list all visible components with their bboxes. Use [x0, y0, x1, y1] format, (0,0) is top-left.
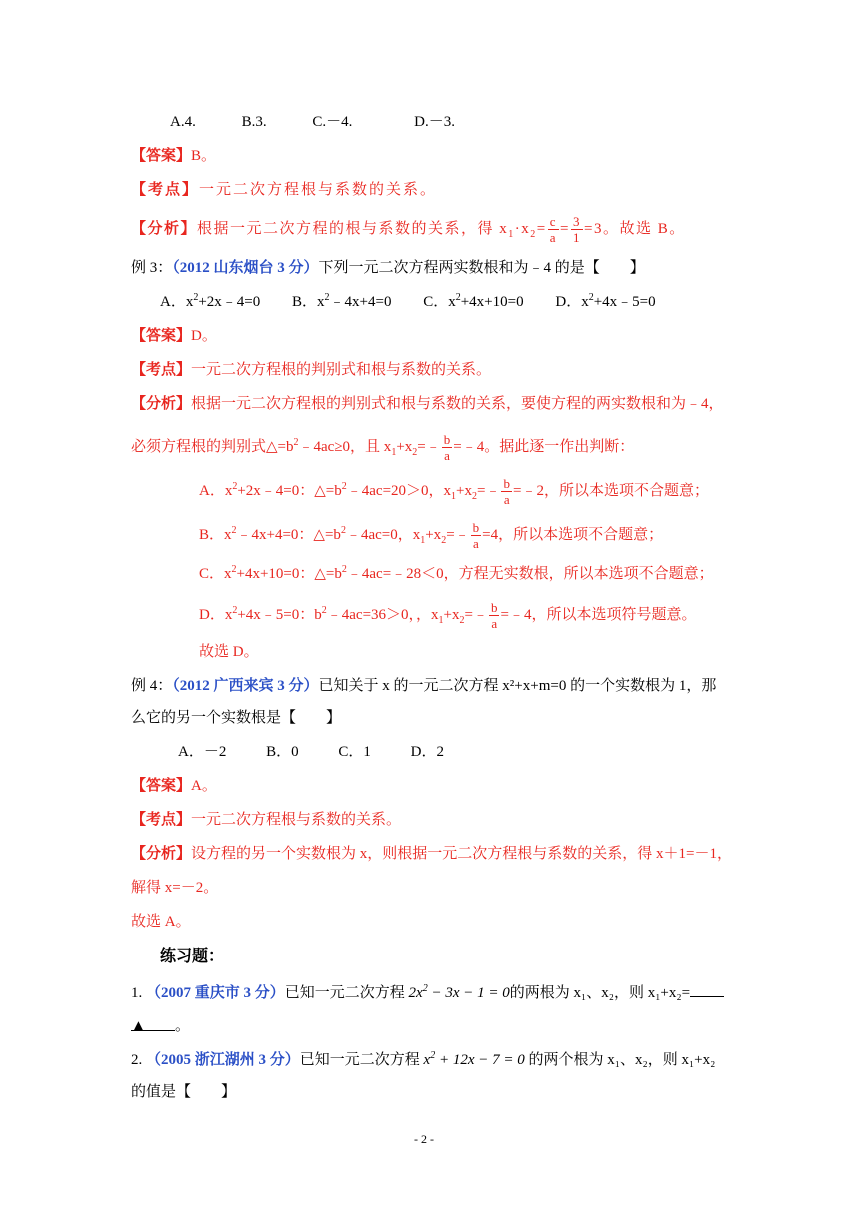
ex4-conclusion: 故选 A。 — [131, 914, 191, 930]
practice-q2-line1: 2. （2005 浙江湖州 3 分）已知一元二次方程 $x^2 + 12x - 7 = 0$ 的两个根为 x₁、x₂，则 x₁+x₂ — [131, 1050, 716, 1068]
ex3-answer: 【答案】D。 — [131, 328, 217, 344]
fraction-3-over-1: $\frac{3}{1}$ — [573, 214, 581, 245]
ex4-question-line2: 么它的另一个实数根是【 】 — [131, 710, 342, 726]
ex3-analysis-line1: 【分析】根据一元二次方程根的判别式和根与系数的关系，要使方程的两实数根和为﹣4， — [131, 396, 724, 412]
ex3-analysis-line2: 必须方程根的判别式$\triangle=b^2﹣4ac\ge 0$，且 $x_1+x_2=﹣$ $\frac{b}{a}$ =﹣4。据此逐一作出判断： — [131, 432, 635, 463]
ex3-case-b: B．$x^2﹣4x+4=0$：$\triangle=b^2﹣4ac=0$，$x_1+x_2=﹣$ $\frac{b}{a}$ =4，所以本选项不合题意； — [199, 520, 664, 551]
ex4-option-a: A．－2 — [178, 744, 227, 760]
ex3-option-b: B．$x^2﹣4x+4=0$ — [292, 292, 392, 310]
ex3-option-a: A．$x^2+2x﹣4=0$ — [160, 292, 261, 310]
ex4-option-c: C．1 — [338, 744, 371, 760]
q2-option-c: C.－4. — [312, 114, 353, 130]
q2-option-d: D.－3. — [414, 114, 455, 130]
fraction-b-over-a: $\frac{b}{a}$ — [443, 432, 451, 463]
ex3-conclusion: 故选 D。 — [199, 644, 259, 660]
practice-q2-line2: 的值是【 】 — [131, 1084, 237, 1100]
page-number: - 2 - — [414, 1132, 434, 1146]
ex4-point: 【考点】一元二次方程根与系数的关系。 — [131, 812, 402, 828]
ex4-answer: 【答案】A。 — [131, 778, 217, 794]
fraction-c-over-a: $\frac{c}{a}$ — [549, 214, 558, 245]
q2-point: 【考点】一元二次方程根与系数的关系。 — [131, 182, 438, 198]
answer-blank-1[interactable] — [690, 982, 724, 997]
equation-q1: $2x^2 - 3x - 1 = 0$ — [404, 983, 510, 1001]
ex4-question-line1: 例 4：（2012 广西来宾 3 分）已知关于 x 的一元二次方程 x²+x+m=0 的一个实数根为 1，那 — [131, 678, 717, 694]
ex3-case-a: A．$x^2+2x﹣4=0$：$\triangle=b^2﹣4ac=20>0$，$x_1+x_2=﹣$ $\frac{b}{a}$ =﹣2，所以本选项不合题意； — [199, 476, 709, 507]
q2-answer: 【答案】B。 — [131, 148, 217, 164]
ex4-option-b: B．0 — [266, 744, 299, 760]
q2-option-a: A.4. — [170, 114, 196, 130]
practice-q1-line2: ▲ 。 — [131, 1018, 191, 1034]
practice-heading: 练习题： — [160, 946, 225, 965]
q2-analysis: 【分析】根据一元二次方程的根与系数的关系，得 $x_1\cdot x_2=$ $\frac{c}{a}$ = $\frac{3}{1}$ =3。故选 B。 — [131, 214, 686, 245]
ex4-options — [178, 742, 472, 762]
ex3-point: 【考点】一元二次方程根的判别式和根与系数的关系。 — [131, 362, 492, 378]
answer-blank-1b[interactable]: ▲ — [131, 1016, 175, 1031]
ex3-case-d: D．$x^2+4x﹣5=0$：$b^2﹣4ac=36>0$，，$x_1+x_2=﹣$ $\frac{b}{a}$ =﹣4，所以本选项符号题意。 — [199, 600, 697, 631]
ex3-option-d: D．$x^2+4x﹣5=0$ — [555, 292, 656, 310]
ex4-option-d: D．2 — [410, 744, 444, 760]
ex3-options — [160, 292, 684, 312]
q2-option-b: B.3. — [241, 114, 267, 130]
ex4-analysis-line1: 【分析】设方程的另一个实数根为 x，则根据一元二次方程根与系数的关系，得 x＋1=－1， — [131, 846, 732, 862]
ex4-analysis-line2: 解得 x=－2。 — [131, 880, 219, 896]
ex3-case-c: C．$x^2+4x+10=0$：$\triangle=b^2﹣4ac=﹣28<0$，方程无实数根，所以本选项不合题意； — [199, 564, 714, 582]
ex3-option-c: C．$x^2+4x+10=0$ — [423, 292, 524, 310]
ex3-question: 例 3：（2012 山东烟台 3 分）下列一元二次方程两实数根和为﹣4 的是【 】 — [131, 260, 645, 276]
equation-q2: $x^2 + 12x - 7 = 0$ — [419, 1050, 529, 1068]
q2-options — [170, 112, 483, 132]
practice-q1-line1: 1. （2007 重庆市 3 分）已知一元二次方程 $2x^2 - 3x - 1 = 0$的两根为 x₁、x₂，则 x₁+x₂= — [131, 982, 724, 1003]
